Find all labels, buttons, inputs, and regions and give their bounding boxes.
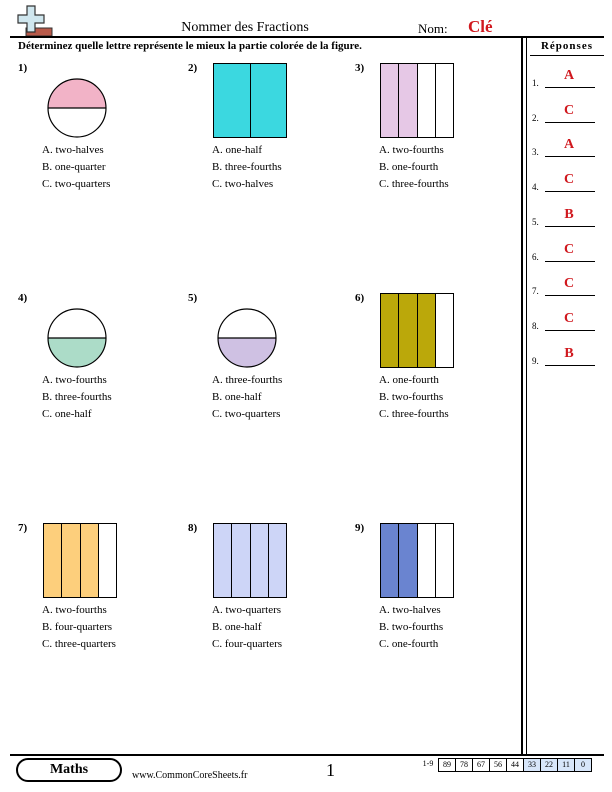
name-label: Nom: bbox=[418, 21, 448, 36]
score-cell: 33 bbox=[523, 758, 541, 772]
answer-number: 2. bbox=[532, 112, 539, 123]
worksheet-title: Nommer des Fractions bbox=[181, 20, 309, 35]
answer-line bbox=[545, 226, 595, 227]
logo-plus-icon bbox=[14, 4, 54, 38]
name-value: Clé bbox=[468, 17, 493, 36]
answer-line bbox=[545, 191, 595, 192]
answer-line bbox=[545, 122, 595, 123]
fraction-part bbox=[99, 524, 116, 597]
fraction-circle-figure bbox=[47, 78, 107, 138]
answer-letter: C bbox=[563, 102, 575, 118]
fraction-part bbox=[436, 524, 453, 597]
question-number: 2) bbox=[188, 62, 198, 74]
answer-option: C. two-quarters bbox=[42, 178, 111, 190]
score-range: 1-9 bbox=[422, 759, 434, 768]
fraction-part bbox=[269, 524, 286, 597]
fraction-bar-figure bbox=[380, 293, 454, 368]
answer-option: A. two-quarters bbox=[212, 604, 282, 616]
header-divider bbox=[10, 36, 604, 38]
fraction-part bbox=[251, 64, 287, 137]
answer-option: B. one-fourth bbox=[379, 161, 439, 173]
fraction-part bbox=[381, 64, 399, 137]
answer-column-divider-inner bbox=[526, 36, 527, 756]
answer-option: A. one-fourth bbox=[379, 374, 439, 386]
answer-letter: B bbox=[564, 345, 574, 361]
fraction-circle-figure bbox=[47, 308, 107, 368]
answer-number: 4. bbox=[532, 182, 539, 193]
answer-option: A. one-half bbox=[212, 144, 263, 156]
score-cell: 0 bbox=[574, 758, 592, 772]
fraction-part bbox=[399, 524, 417, 597]
answer-line bbox=[545, 330, 595, 331]
fraction-part bbox=[251, 524, 269, 597]
answer-letter: C bbox=[563, 172, 575, 188]
answers-title-underline bbox=[530, 55, 604, 56]
fraction-part bbox=[381, 524, 399, 597]
footer-url: www.CommonCoreSheets.fr bbox=[132, 770, 248, 781]
score-cell: 44 bbox=[506, 758, 524, 772]
answer-line bbox=[545, 295, 595, 296]
fraction-part bbox=[81, 524, 99, 597]
answer-number: 9. bbox=[532, 355, 539, 366]
answer-option: B. three-fourths bbox=[212, 161, 282, 173]
answers-title: Réponses bbox=[540, 40, 593, 52]
page-number: 1 bbox=[326, 760, 335, 780]
answer-column-divider bbox=[521, 36, 523, 756]
score-cell: 11 bbox=[557, 758, 575, 772]
fraction-part bbox=[418, 524, 436, 597]
fraction-part bbox=[232, 524, 250, 597]
fraction-bar-figure bbox=[213, 523, 287, 598]
answer-option: A. two-fourths bbox=[42, 604, 107, 616]
fraction-part bbox=[418, 294, 436, 367]
answer-line bbox=[545, 261, 595, 262]
score-cell: 67 bbox=[472, 758, 490, 772]
answer-option: C. four-quarters bbox=[212, 638, 283, 650]
fraction-bar-figure bbox=[380, 63, 454, 138]
fraction-part bbox=[436, 294, 453, 367]
answer-option: C. one-half bbox=[42, 408, 92, 420]
question-number: 1) bbox=[18, 62, 28, 74]
question-number: 6) bbox=[355, 292, 365, 304]
answer-letter: A bbox=[563, 68, 575, 83]
answer-option: B. three-fourths bbox=[42, 391, 112, 403]
answer-letter: C bbox=[563, 276, 575, 292]
fraction-part bbox=[399, 64, 417, 137]
answer-line bbox=[545, 87, 595, 88]
answer-option: A. two-halves bbox=[42, 144, 104, 156]
answer-option: B. two-fourths bbox=[379, 391, 444, 403]
question-number: 8) bbox=[188, 522, 198, 534]
answer-number: 7. bbox=[532, 286, 539, 297]
question-number: 9) bbox=[355, 522, 365, 534]
answer-option: C. three-fourths bbox=[379, 408, 449, 420]
answer-option: B. one-quarter bbox=[42, 161, 106, 173]
answer-option: C. three-fourths bbox=[379, 178, 449, 190]
fraction-bar-figure bbox=[380, 523, 454, 598]
answer-option: A. three-fourths bbox=[212, 374, 283, 386]
answer-letter: C bbox=[563, 241, 575, 257]
fraction-circle-figure bbox=[217, 308, 277, 368]
answer-option: A. two-halves bbox=[379, 604, 441, 616]
answer-number: 3. bbox=[532, 147, 539, 158]
score-cell: 56 bbox=[489, 758, 507, 772]
fraction-bar-figure bbox=[213, 63, 287, 138]
question-number: 5) bbox=[188, 292, 198, 304]
fraction-part bbox=[214, 64, 251, 137]
score-cell: 22 bbox=[540, 758, 558, 772]
answer-number: 6. bbox=[532, 251, 539, 262]
answer-option: A. two-fourths bbox=[379, 144, 444, 156]
score-cell: 89 bbox=[438, 758, 456, 772]
question-number: 4) bbox=[18, 292, 28, 304]
fraction-part bbox=[436, 64, 453, 137]
answer-option: C. three-quarters bbox=[42, 638, 116, 650]
fraction-bar-figure bbox=[43, 523, 117, 598]
fraction-part bbox=[418, 64, 436, 137]
instructions: Déterminez quelle lettre représente le mieux la partie colorée de la figure. bbox=[18, 40, 362, 52]
answer-option: B. one-half bbox=[212, 391, 262, 403]
answer-option: A. two-fourths bbox=[42, 374, 107, 386]
score-table bbox=[418, 758, 592, 772]
fraction-part bbox=[62, 524, 80, 597]
fraction-part bbox=[44, 524, 62, 597]
answer-line bbox=[545, 365, 595, 366]
answer-number: 8. bbox=[532, 320, 539, 331]
subject-badge: Maths bbox=[16, 758, 122, 782]
answer-option: B. four-quarters bbox=[42, 621, 113, 633]
question-number: 7) bbox=[18, 522, 28, 534]
score-cell: 78 bbox=[455, 758, 473, 772]
answer-option: C. two-halves bbox=[212, 178, 274, 190]
answer-option: B. two-fourths bbox=[379, 621, 444, 633]
question-number: 3) bbox=[355, 62, 365, 74]
fraction-part bbox=[214, 524, 232, 597]
answer-option: B. one-half bbox=[212, 621, 262, 633]
answer-number: 1. bbox=[532, 78, 539, 88]
answer-letter: C bbox=[563, 310, 575, 326]
answer-letter: A bbox=[563, 137, 575, 153]
answer-line bbox=[545, 156, 595, 157]
answer-option: C. one-fourth bbox=[379, 638, 439, 650]
answer-option: C. two-quarters bbox=[212, 408, 281, 420]
footer-divider bbox=[10, 754, 604, 756]
fraction-part bbox=[381, 294, 399, 367]
answer-number: 5. bbox=[532, 216, 539, 227]
answer-letter: B bbox=[564, 206, 574, 222]
fraction-part bbox=[399, 294, 417, 367]
